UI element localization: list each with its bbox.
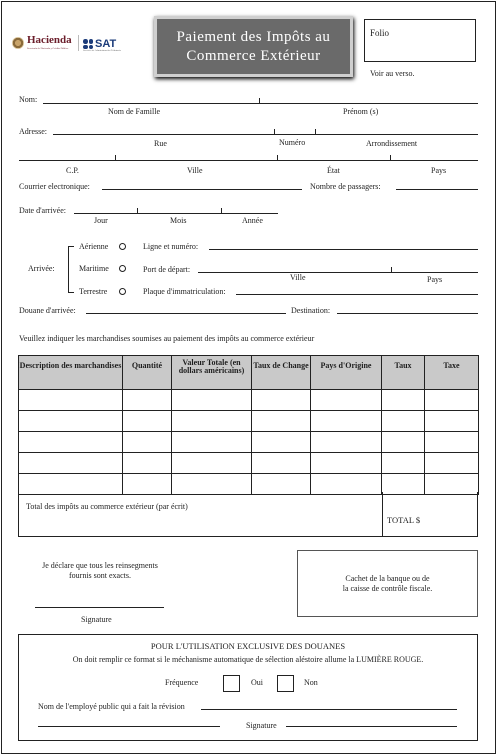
table-cell[interactable] (172, 411, 252, 432)
address-street-field[interactable] (53, 134, 478, 135)
address-divider-3 (115, 155, 116, 160)
form-title (154, 16, 353, 77)
table-cell[interactable] (19, 453, 123, 474)
goods-instruction: Veuillez indiquer les marchandises soumises au paiement des impôts au commerce extérieur (19, 334, 315, 343)
table-row (19, 453, 479, 474)
day-caption: Jour (94, 216, 108, 225)
col-rate: Taux (382, 356, 425, 390)
table-cell[interactable] (123, 432, 172, 453)
mode-land-label: Terrestre (79, 287, 108, 296)
customs-label: Douane d'arrivée: (19, 306, 76, 315)
total-divider (382, 492, 383, 537)
customs-instruction: On doit remplir ce format si le méchanisme automatique de sélection aléstoire allume la LUMIÈRE ROUGE. (72, 655, 424, 664)
email-label: Courrier electronique: (19, 182, 90, 191)
logo-divider (78, 35, 79, 51)
flight-field[interactable] (209, 249, 478, 250)
table-cell[interactable] (425, 390, 479, 411)
table-cell[interactable] (172, 432, 252, 453)
frequency-label: Fréquence (165, 678, 199, 687)
mexico-seal-icon (12, 37, 24, 49)
table-cell[interactable] (382, 411, 425, 432)
address-divider-2 (315, 129, 316, 134)
table-cell[interactable] (425, 432, 479, 453)
first-name-caption: Prénom (s) (343, 107, 379, 116)
sat-dots-icon (83, 39, 93, 49)
table-cell[interactable] (123, 390, 172, 411)
mode-land-radio[interactable] (119, 288, 126, 295)
destination-label: Destination: (291, 306, 331, 315)
goods-header-row (19, 356, 479, 390)
table-cell[interactable] (172, 453, 252, 474)
declaration-line1: Je déclare que tous les reinsegments (42, 561, 158, 570)
table-cell[interactable] (382, 432, 425, 453)
month-caption: Mois (170, 216, 187, 225)
sat-wordmark: SAT (95, 38, 117, 50)
form-title-line2: Commerce Extérieur (186, 47, 321, 64)
col-origin-country: Pays d'Origine (311, 356, 382, 390)
table-cell[interactable] (252, 411, 311, 432)
customs-signature-line-left[interactable] (38, 726, 220, 727)
table-cell[interactable] (311, 390, 382, 411)
table-cell[interactable] (123, 453, 172, 474)
district-caption: Arrondissement (366, 139, 418, 148)
employee-label: Nom de l'employé public qui a fait la révision (38, 702, 185, 711)
customs-signature-line-right[interactable] (286, 726, 457, 727)
bank-stamp-line1: Cachet de la banque ou de (345, 574, 430, 583)
frequency-yes-checkbox[interactable] (223, 675, 240, 692)
table-cell[interactable] (311, 432, 382, 453)
mode-sea-label: Maritime (79, 264, 109, 273)
col-exchange-rate: Taux de Change (252, 356, 311, 390)
folio-label: Folio (370, 28, 390, 38)
mode-air-label: Aérienne (79, 242, 109, 251)
destination-field[interactable] (337, 313, 478, 314)
hacienda-subtitle: Secretaría de Hacienda y Crédito Público (27, 47, 69, 50)
port-divider (391, 267, 392, 272)
date-divider-2 (221, 208, 222, 213)
total-amount-label: TOTAL $ (387, 515, 421, 525)
name-label: Nom: (19, 95, 38, 104)
mode-air-radio[interactable] (119, 243, 126, 250)
table-row (19, 432, 479, 453)
table-cell[interactable] (252, 390, 311, 411)
sat-subtitle: Servicio de Administración Tributaria (83, 49, 121, 52)
col-tax: Taxe (425, 356, 479, 390)
folio-field[interactable] (364, 19, 476, 62)
declaration-signature-caption: Signature (81, 615, 112, 624)
name-field[interactable] (43, 103, 478, 104)
country-caption: Pays (431, 166, 447, 175)
arrival-date-field[interactable] (74, 213, 278, 214)
customs-field[interactable] (86, 313, 286, 314)
table-cell[interactable] (425, 411, 479, 432)
address-divider-1 (274, 129, 275, 134)
col-description: Description des marchandises (19, 356, 123, 390)
arrival-label: Arrivée: (28, 264, 55, 273)
table-cell[interactable] (382, 390, 425, 411)
city-caption: Ville (187, 166, 203, 175)
table-row (19, 411, 479, 432)
passengers-label: Nombre de passagers: (310, 182, 381, 191)
plate-label: Plaque d'immatriculation: (143, 287, 226, 296)
plate-field[interactable] (236, 294, 478, 295)
street-caption: Rue (154, 139, 167, 148)
arrival-bracket (68, 246, 74, 293)
table-cell[interactable] (19, 411, 123, 432)
arrival-date-label: Date d'arrivée: (19, 206, 66, 215)
form-page (1, 1, 496, 754)
table-cell[interactable] (311, 453, 382, 474)
table-cell[interactable] (252, 432, 311, 453)
bank-stamp-line2: la caisse de contrôle fiscale. (342, 584, 433, 593)
address-label: Adresse: (19, 127, 47, 136)
form-title-line1: Paiement des Impôts au (176, 28, 331, 45)
flight-label: Ligne et numéro: (143, 242, 199, 251)
address-divider-4 (277, 155, 278, 160)
mode-sea-radio[interactable] (119, 265, 126, 272)
customs-section-title: POUR L'UTILISATION EXCLUSIVE DES DOUANES (150, 641, 346, 651)
col-quantity: Quantité (123, 356, 172, 390)
year-caption: Année (242, 216, 263, 225)
port-country-caption: Pays (427, 275, 443, 284)
departure-port-label: Port de départ: (143, 265, 191, 274)
total-written-label: Total des impôts au commerce extérieur (par écrit) (26, 502, 188, 511)
table-cell[interactable] (311, 411, 382, 432)
passengers-field[interactable] (396, 189, 478, 190)
number-caption: Numéro (279, 138, 306, 147)
see-back-note: Voir au verso. (370, 69, 415, 78)
table-row (19, 390, 479, 411)
employee-field[interactable] (201, 709, 457, 710)
address-city-field[interactable] (19, 160, 478, 161)
declaration-signature-field[interactable] (35, 607, 164, 608)
frequency-yes-label: Oui (251, 678, 263, 687)
table-cell[interactable] (19, 432, 123, 453)
goods-table (18, 355, 479, 495)
email-field[interactable] (102, 189, 302, 190)
address-divider-5 (390, 155, 391, 160)
last-name-caption: Nom de Famille (108, 107, 160, 116)
table-cell[interactable] (172, 390, 252, 411)
table-cell[interactable] (123, 411, 172, 432)
frequency-no-label: Non (304, 678, 318, 687)
departure-port-field[interactable] (198, 272, 478, 273)
table-cell[interactable] (252, 453, 311, 474)
table-cell[interactable] (19, 390, 123, 411)
table-cell[interactable] (425, 453, 479, 474)
customs-signature-caption: Signature (246, 721, 277, 730)
date-divider-1 (137, 208, 138, 213)
frequency-no-checkbox[interactable] (277, 675, 294, 692)
hacienda-wordmark: Hacienda (27, 34, 72, 46)
declaration-line2: fournis sont exacts. (69, 571, 131, 580)
port-city-caption: Ville (290, 273, 306, 282)
state-caption: État (327, 166, 340, 175)
name-divider (259, 98, 260, 103)
table-cell[interactable] (382, 453, 425, 474)
postal-code-caption: C.P. (66, 166, 79, 175)
hacienda-logo (12, 35, 72, 50)
col-total-value: Valeur Totale (en dollars américains) (172, 356, 252, 390)
